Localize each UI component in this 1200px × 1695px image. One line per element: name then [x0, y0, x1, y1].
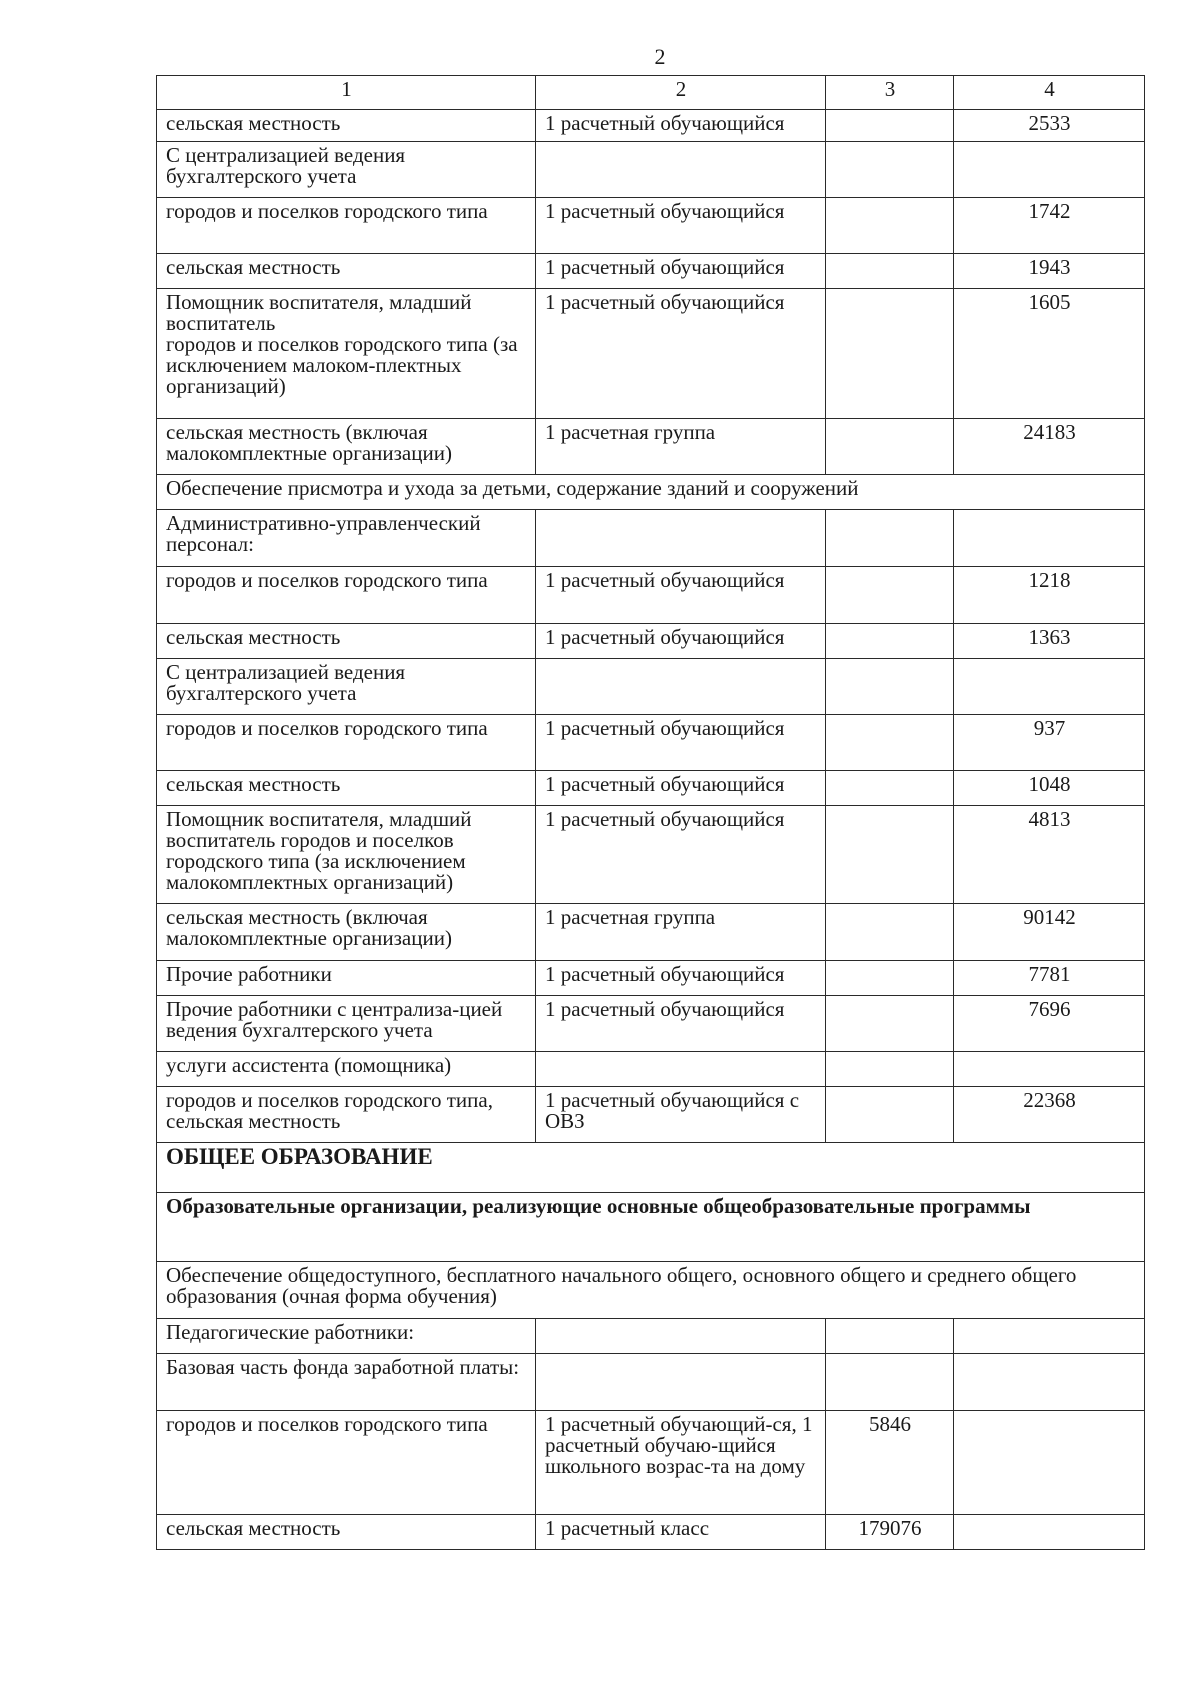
cell-col-2: 1 расчетный обучающийся — [536, 771, 826, 806]
page-number: 2 — [654, 44, 666, 69]
cell-col-2: 1 расчетный обучающийся — [536, 110, 826, 142]
cell-col-1: С централизацией ведения бухгалтерского учета — [157, 659, 536, 715]
section-row — [157, 1193, 1145, 1262]
cell-col-1: городов и поселков городского типа — [157, 1411, 536, 1515]
cell-col-2 — [536, 510, 826, 567]
cell-col-4: 4813 — [954, 806, 1145, 904]
cell-col-3 — [826, 198, 954, 254]
cell-col-1: Базовая часть фонда заработной платы: — [157, 1354, 536, 1411]
cell-col-1: городов и поселков городского типа — [157, 715, 536, 771]
section-row — [157, 475, 1145, 510]
table-row — [157, 996, 1145, 1052]
cell-col-1: Прочие работники с централиза-цией ведения бухгалтерского учета — [157, 996, 536, 1052]
cell-col-4: 90142 — [954, 904, 1145, 961]
cell-col-2: 1 расчетный обучающий-ся, 1 расчетный обучаю-щийся школьного возрас-та на дому — [536, 1411, 826, 1515]
cell-col-2: 1 расчетный обучающийся — [536, 715, 826, 771]
cell-col-2 — [536, 659, 826, 715]
cell-col-3 — [826, 771, 954, 806]
table-body — [157, 76, 1145, 1550]
header-cell-1: 1 — [157, 76, 536, 110]
table-row — [157, 659, 1145, 715]
section-row — [157, 1262, 1145, 1319]
cell-col-4 — [954, 1354, 1145, 1411]
cell-col-2: 1 расчетный обучающийся — [536, 254, 826, 289]
cell-col-4 — [954, 1411, 1145, 1515]
cell-col-1: сельская местность (включая малокомплектные организации) — [157, 419, 536, 475]
header-cell-4: 4 — [954, 76, 1145, 110]
cell-col-1: Прочие работники — [157, 961, 536, 996]
cell-col-4: 7781 — [954, 961, 1145, 996]
section-cell: Образовательные организации, реализующие основные общеобразовательные программы — [157, 1193, 1145, 1262]
cell-col-4: 22368 — [954, 1087, 1145, 1143]
section-cell: Обеспечение присмотра и ухода за детьми, содержание зданий и сооружений — [157, 475, 1145, 510]
table-row — [157, 1087, 1145, 1143]
cell-col-2 — [536, 1052, 826, 1087]
cell-col-4: 1605 — [954, 289, 1145, 419]
cell-col-3 — [826, 624, 954, 659]
cell-col-4 — [954, 1319, 1145, 1354]
table-header-row — [157, 76, 1145, 110]
cell-col-4 — [954, 510, 1145, 567]
cell-col-2: 1 расчетный обучающийся — [536, 996, 826, 1052]
cell-col-2: 1 расчетный обучающийся с ОВЗ — [536, 1087, 826, 1143]
cell-col-2: 1 расчетный обучающийся — [536, 961, 826, 996]
cell-col-1: услуги ассистента (помощника) — [157, 1052, 536, 1087]
norms-table — [156, 75, 1145, 1550]
section-cell: ОБЩЕЕ ОБРАЗОВАНИЕ — [157, 1143, 1145, 1193]
table-row — [157, 289, 1145, 419]
cell-col-4: 937 — [954, 715, 1145, 771]
cell-col-1: сельская местность (включая малокомплектные организации) — [157, 904, 536, 961]
cell-col-4 — [954, 1515, 1145, 1550]
table-row — [157, 1052, 1145, 1087]
table-row — [157, 624, 1145, 659]
cell-col-3 — [826, 510, 954, 567]
cell-col-4: 1048 — [954, 771, 1145, 806]
cell-col-2: 1 расчетная группа — [536, 419, 826, 475]
cell-col-1: городов и поселков городского типа — [157, 198, 536, 254]
table-row — [157, 771, 1145, 806]
cell-col-3 — [826, 1319, 954, 1354]
header-cell-2: 2 — [536, 76, 826, 110]
table-row — [157, 198, 1145, 254]
cell-col-1: Помощник воспитателя, младший воспитатель городов и поселков городского типа (за исключением малоком-плектных организаций) — [157, 289, 536, 419]
cell-col-2: 1 расчетный обучающийся — [536, 289, 826, 419]
table-row — [157, 510, 1145, 567]
cell-col-4: 1943 — [954, 254, 1145, 289]
cell-col-1: сельская местность — [157, 1515, 536, 1550]
table-row — [157, 961, 1145, 996]
cell-col-3 — [826, 961, 954, 996]
table-row — [157, 806, 1145, 904]
cell-col-4: 7696 — [954, 996, 1145, 1052]
cell-col-3 — [826, 996, 954, 1052]
table-row — [157, 1515, 1145, 1550]
cell-col-2: 1 расчетный обучающийся — [536, 567, 826, 624]
cell-col-4 — [954, 1052, 1145, 1087]
cell-col-4: 1742 — [954, 198, 1145, 254]
cell-col-2 — [536, 1319, 826, 1354]
cell-col-1: сельская местность — [157, 110, 536, 142]
table-row — [157, 567, 1145, 624]
cell-col-3 — [826, 904, 954, 961]
cell-col-2: 1 расчетный обучающийся — [536, 624, 826, 659]
cell-col-1: городов и поселков городского типа — [157, 567, 536, 624]
cell-col-3 — [826, 1087, 954, 1143]
cell-col-1: Педагогические работники: — [157, 1319, 536, 1354]
cell-col-2 — [536, 1354, 826, 1411]
cell-col-3 — [826, 289, 954, 419]
cell-col-1: Помощник воспитателя, младший воспитатель городов и поселков городского типа (за исключением малокомплектных организаций) — [157, 806, 536, 904]
cell-col-2: 1 расчетная группа — [536, 904, 826, 961]
table-row — [157, 1411, 1145, 1515]
cell-col-2: 1 расчетный обучающийся — [536, 806, 826, 904]
cell-col-3: 5846 — [826, 1411, 954, 1515]
cell-col-3 — [826, 254, 954, 289]
table-row — [157, 254, 1145, 289]
table-row — [157, 142, 1145, 198]
cell-col-3 — [826, 659, 954, 715]
cell-col-4: 1363 — [954, 624, 1145, 659]
cell-col-3: 179076 — [826, 1515, 954, 1550]
section-row — [157, 1143, 1145, 1193]
cell-col-4 — [954, 142, 1145, 198]
cell-col-4: 2533 — [954, 110, 1145, 142]
cell-col-2: 1 расчетный класс — [536, 1515, 826, 1550]
header-cell-3: 3 — [826, 76, 954, 110]
table-row — [157, 715, 1145, 771]
cell-col-3 — [826, 1354, 954, 1411]
table-row — [157, 1354, 1145, 1411]
cell-col-4: 1218 — [954, 567, 1145, 624]
cell-col-1: С централизацией ведения бухгалтерского учета — [157, 142, 536, 198]
cell-col-1: Административно-управленческий персонал: — [157, 510, 536, 567]
cell-col-4: 24183 — [954, 419, 1145, 475]
table-row — [157, 419, 1145, 475]
cell-col-3 — [826, 142, 954, 198]
cell-col-1: сельская местность — [157, 624, 536, 659]
cell-col-1: городов и поселков городского типа, сельская местность — [157, 1087, 536, 1143]
table-row — [157, 904, 1145, 961]
cell-col-3 — [826, 715, 954, 771]
table-row — [157, 1319, 1145, 1354]
section-cell: Обеспечение общедоступного, бесплатного начального общего, основного общего и среднего общего образования (очная форма обучения) — [157, 1262, 1145, 1319]
cell-col-4 — [954, 659, 1145, 715]
cell-col-2: 1 расчетный обучающийся — [536, 198, 826, 254]
cell-col-3 — [826, 567, 954, 624]
table-row — [157, 110, 1145, 142]
cell-col-1: сельская местность — [157, 771, 536, 806]
cell-col-3 — [826, 110, 954, 142]
cell-col-3 — [826, 806, 954, 904]
cell-col-3 — [826, 1052, 954, 1087]
cell-col-1: сельская местность — [157, 254, 536, 289]
cell-col-3 — [826, 419, 954, 475]
cell-col-2 — [536, 142, 826, 198]
